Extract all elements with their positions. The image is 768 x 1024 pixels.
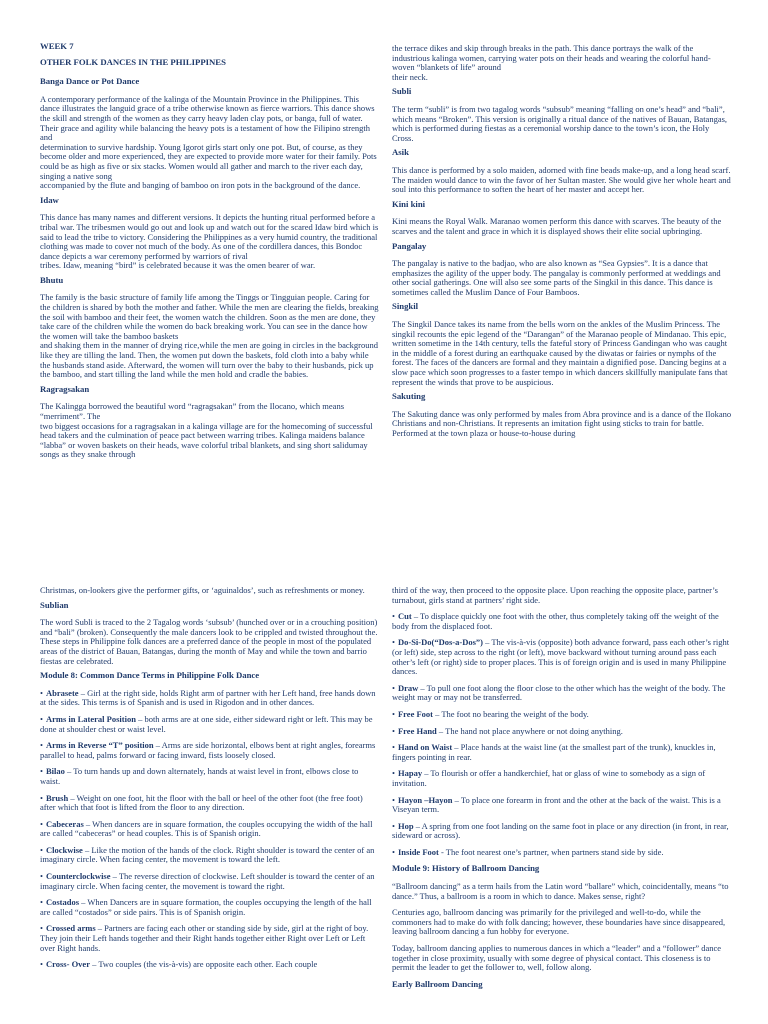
term-name: Cross- Over [45,959,90,970]
pangalay-paragraph: The pangalay is native to the badjao, who are also known as “Sea Gypsies”. It is a dance that emphasizes the agility of the upper body. The pangalay is commonly performed at weddings and other social gatherings. One will also see some parts of the Singkil in this dance. This dance is sometimes called the Muslim Dance of Four Bamboos. [392,258,721,297]
term-name: Counterclockwise [45,871,111,882]
term-name: Do-Si-Do(“Dos-a-Dos”) [397,637,483,648]
dance-term-item: • Hapay – To flourish or offer a handkerchief, hat or glass of wine to somebody as a sign of invitation. [392,768,706,788]
term-definition: – The vis-à-vis (opposite) both advance forward, pass each other’s right (or left) side, step across to the right (or left), move backward without turning around pass each other’s left (or right) side to proper places. This is of foreign origin and is used in many Philippine dances. [392,637,730,677]
term-definition: – Two couples (the vis-à-vis) are opposite each other. Each couple [89,959,318,970]
page-one-left-column [40,42,380,464]
term-name: Clockwise [45,844,83,855]
term-name: Free Hand [397,725,437,736]
singkil-paragraph: The Singkil Dance takes its name from the bells worn on the ankles of the Muslim Princess. The singkil recounts the epic legend of the “Darangan” of the Maranao people of Mindanao. This epic, written sometime in the 14th century, tells the fateful story of Princess Gandingan who was caught in the middle of a forest during an earthquake caused by the diwatas or fairies or nymphs of the forest. The faces of the dancers are formal and they maintain a dignified pose. Dancing begins at a slow pace which soon progresses to a faster tempo in which dancers skillfully manipulate fans that represent the winds that prove to be auspicious. [392,319,728,387]
term-definition: – Like the motion of the hands of the clock. Right shoulder is toward the center of an imaginary circle. When facing center, the movement is toward the left. [40,844,375,865]
dance-term-item: • Counterclockwise – The reverse direction of clockwise. Left shoulder is toward the center of an imaginary circle. When facing center, the movement is toward the right. [40,871,375,891]
term-definition: - The foot nearest one’s partner, when partners stand side by side. [438,846,664,857]
term-name: Abrasete [45,687,79,698]
continued-paragraph: the terrace dikes and skip through breaks in the path. This dance portrays the walk of the industrious kalinga women, carrying water pots on their heads and wearing the colorful hand-woven “blankets of life” around [392,43,711,73]
term-name: Arms in Reverse “T” position [45,740,154,751]
page-two-right-column [392,586,732,997]
continued-paragraph: third of the way, then proceed to the opposite place. Upon reaching the opposite place, partner’s turnabout, girls stand at partners’ right side. [392,585,718,605]
ballroom-paragraph: Today, ballroom dancing applies to numerous dances in which a “leader” and a “follower” dance together in close proximity, usually with some degree of physical contact. This closeness is to permit the leader to get the follower to, well, follow along. [392,943,722,973]
dance-terms-list [40,689,380,970]
dance-term-item: • Arms in Lateral Position – both arms are at one side, either sideward right or left. This may be done at shoulder chest or waist level. [40,713,373,734]
term-definition: – To flourish or offer a handkerchief, hat or glass of wine to somebody as a sign of invitation. [392,768,706,788]
page-one-right-column [392,44,732,443]
continued-paragraph: Christmas, on-lookers give the performer gifts, or ‘aguinaldos’, such as refreshments or money. [40,585,365,595]
term-name: Bilao [45,766,65,777]
dance-term-item: • Abrasete – Girl at the right side, holds Right arm of partner with her Left hand, free hands down at the sides. This terms is of Spanish and is used in Rigodon and in other dances. [40,687,376,708]
term-name: Costados [45,897,80,908]
term-name: Arms in Lateral Position [45,713,136,724]
sublian-heading: Sublian [40,599,69,610]
dance-term-item: • Free Hand – The hand not place anywhere or not doing anything. [392,725,623,736]
dance-term-item: • Free Foot – The foot no bearing the weight of the body. [392,708,589,719]
dance-term-item: • Do-Si-Do(“Dos-a-Dos”) – The vis-à-vis (opposite) both advance forward, pass each other’s right (or left) side, step across to the right (or left), move backward without turning around pass each other’s left (or right) side to proper places. This is of foreign origin and is used in many Philippine dances. [392,637,730,677]
term-name: Hop [397,820,414,831]
term-name: Draw [397,682,419,693]
dance-term-item: • Costados – When Dancers are in square formation, the couples occupying the length of the hall are called “costados” or side pairs. This is of Spanish origin. [40,897,372,917]
term-name: Crossed arms [45,923,96,934]
term-definition: – When Dancers are in square formation, the couples occupying the length of the hall are called “costados” or side pairs. This is of Spanish origin. [40,897,372,917]
ragragsakan-paragraph: two biggest occasions for a ragragsakan in a kalinga village are for the homecoming of successful head takers and the culmination of peace pact between warring tribes. Kalinga maidens balance “labba” or woven baskets on their heads, wave colorful tribal blankets, and sing short salidumay songs as they snake through [40,420,373,460]
dance-term-item: • Hayon –Hayon – To place one forearm in front and the other at the back of the waist. This is a Viseyan term. [392,794,721,815]
term-name: Cabeceras [45,818,84,829]
asik-paragraph: This dance is performed by a solo maiden, adorned with fine beads make-up, and a long head scarf. The maiden would dance to win the favor of her Sultan master. She would give her whole heart and soul into this performance to soften the heart of her master and accept her. [392,164,731,195]
banga-heading: Banga Dance or Pot Dance [40,76,140,87]
section-title: OTHER FOLK DANCES IN THE PHILIPPINES [40,56,226,67]
dance-terms-list [392,612,732,857]
ballroom-paragraph: “Ballroom dancing” as a term hails from the Latin word “ballare” which, coincidentally, means “to dance.” Thus, a ballroom is a room in which to dance. Makes sense, right? [392,881,729,901]
pangalay-heading: Pangalay [392,240,427,251]
term-definition: – The hand not place anywhere or not doing anything. [436,725,623,736]
idaw-heading: Idaw [40,194,59,205]
sakuting-paragraph: The Sakuting dance was only performed by males from Abra province and is a dance of the Ilokano Christians and non-Christians. It represents an imitation fight using sticks to train for battle. Performed at the town plaza or house-to-house during [392,408,732,438]
page-two-left-column [40,586,380,977]
term-definition: – To pull one foot along the floor close to the other which has the weight of the body. The weight may or may not be transferred. [392,682,726,703]
dance-term-item: • Hand on Waist – Place hands at the waist line (at the smallest part of the trunk), knuckles in, fingers pointing in rear. [392,742,716,762]
term-definition: – both arms are at one side, either sideward right or left. This may be done at shoulder chest or waist level. [40,713,373,734]
ragragsakan-heading: Ragragsakan [40,383,90,394]
term-name: Cut [397,611,412,622]
idaw-paragraph: tribes. Idaw, meaning “bird” is celebrated because it was the omen bearer of war. [40,260,316,271]
term-definition: – The reverse direction of clockwise. Left shoulder is toward the center of an imaginary circle. When facing center, the movement is toward the right. [40,871,375,891]
subli-paragraph: The term “subli” is from two tagalog words “subsub” meaning “falling on one’s head” and “bali”, which means “Broken”. This version is originally a ritual dance of the natives of Bauan, Batangas, which is performed during fiestas as a ceremonial worship dance to the town’s icon, the Holy Cross. [392,103,728,143]
kinikini-heading: Kini kini [392,198,426,209]
ragragsakan-paragraph: The Kalingga borrowed the beautiful word “ragragsakan” from the Ilocano, which means “merriment”. The [40,401,344,421]
module-8-heading: Module 8: Common Dance Terms in Philippine Folk Dance [40,670,260,681]
term-name: Inside Foot [397,846,439,857]
term-definition: – Partners are facing each other or standing side by side, girl at the right of boy. They join their Left hands together and their Right hands together either Right over Left or Left over Right hands. [40,923,369,953]
banga-paragraph: A contemporary performance of the kalinga of the Mountain Province in the Philippines. This dance illustrates the languid grace of a tribe otherwise known as fierce warriors. This dance shows the skill and strength of the women as they carry heavy laden clay pots, or banga, full of water. Their grace and agility while balancing the heavy pots is a testament of how the Filipino strength and [40,93,375,143]
dance-term-item: • Inside Foot - The foot nearest one’s partner, when partners stand side by side. [392,846,664,857]
term-name: Hapay [397,768,423,779]
term-name: Free Foot [397,708,433,719]
dance-term-item: • Bilao – To turn hands up and down alternately, hands at waist level in front, elbows close to waist. [40,766,359,786]
term-definition: – To place one forearm in front and the other at the back of the waist. This is a Viseyan term. [392,794,721,815]
early-ballroom-heading: Early Ballroom Dancing [392,978,483,989]
dance-term-item: • Clockwise – Like the motion of the hands of the clock. Right shoulder is toward the center of an imaginary circle. When facing center, the movement is toward the left. [40,844,375,865]
dance-term-item: • Crossed arms – Partners are facing each other or standing side by side, girl at the right of boy. They join their Left hands together and their Right hands together either Right over Left or Left over Right hands. [40,923,369,953]
kinikini-paragraph: Kini means the Royal Walk. Maranao women perform this dance with scarves. The beauty of the scarves and the talent and grace in which it is displayed shows their elite social upbringing. [392,216,722,236]
module-9-heading: Module 9: History of Ballroom Dancing [392,863,540,874]
idaw-paragraph: This dance has many names and different versions. It depicts the hunting ritual performed before a tribal war. The tribesmen would go out and look up and watch out for the scared Idaw bird which is said to lead the tribe to victory. Considering the Philippines as a very humid country, the traditional clothing was made to cover not much of the body. As one of the cordillera dances, this Bondoc dance depicts a war ceremony performed by warriors of rival [40,212,379,261]
banga-paragraph: accompanied by the flute and banging of bamboo on iron pots in the background of the dance. [40,180,361,191]
term-definition: – Place hands at the waist line (at the smallest part of the trunk), knuckles in, fingers pointing in rear. [392,742,716,762]
continued-paragraph: their neck. [392,71,428,82]
term-definition: – A spring from one foot landing on the same foot in place or any direction (in front, in rear, sideward or across). [392,820,729,841]
term-name: Brush [45,792,69,803]
term-definition: – Weight on one foot, hit the floor with the ball or heel of the other foot (the free foot) after which that foot is lifted from the floor to any direction. [40,792,363,813]
week-label: WEEK 7 [40,41,74,51]
dance-term-item: • Arms in Reverse “T” position – Arms are side horizontal, elbows bent at right angles, forearms parallel to head, palms forward or facing inward, fists loosely closed. [40,740,376,760]
dance-term-item: • Draw – To pull one foot along the floor close to the other which has the weight of the body. The weight may or may not be transferred. [392,682,726,703]
ballroom-paragraph: Centuries ago, ballroom dancing was primarily for the privileged and well-to-do, while the commoners had to make do with folk dancing; however, these boundaries have since disappeared, leaving ballroom dancing a fun hobby for everyone. [392,907,726,937]
banga-paragraph: determination to survive hardship. Young Igorot girls start only one pot. But, of course, as they become older and more experienced, they are expected to provide more water for their family. Pots could be as high as five or six stacks. Women would all gather and march to the river each day, singing a native song [40,141,377,181]
sublian-paragraph: The word Subli is traced to the 2 Tagalog words ‘subsub’ (hunched over or in a crouching position) and “bali” (broken). Consequently the male dancers look to be crippled and twisted throughout the. These steps in Philippine folk dances are a preferred dance of the people in most of the populated areas of the district of Bauan, Batangas, during the month of May and while the town and barrio fiestas are celebrated. [40,617,378,666]
term-definition: – Girl at the right side, holds Right arm of partner with her Left hand, free hands down at the sides. This terms is of Spanish and is used in Rigodon and in other dances. [40,687,376,708]
dance-term-item: • Cross- Over – Two couples (the vis-à-vis) are opposite each other. Each couple [40,959,318,970]
bhutu-paragraph: and shaking them in the manner of drying rice,while the men are going in circles in the background like they are tilling the land. Then, the women put down the baskets, fold cloth into a baby while the husbands stand aside. Afterward, the women will turn over the baby to their husbands, pick up the bamboo, and start tilling the land while the men hold and cradle the babies. [40,340,379,380]
asik-heading: Asik [392,147,409,158]
dance-term-item: • Hop – A spring from one foot landing on the same foot in place or any direction (in front, in rear, sideward or across). [392,820,729,841]
term-definition: – To turn hands up and down alternately, hands at waist level in front, elbows close to waist. [40,766,359,786]
term-name: Hand on Waist [397,742,453,753]
term-definition: – To displace quickly one foot with the other, thus completely taking off the weight of the body from the displaced foot. [392,611,719,631]
bhutu-heading: Bhutu [40,274,64,285]
dance-term-item: • Cabeceras – When dancers are in square formation, the couples occupying the width of the hall are called “cabeceras” or head couples. This is of Spanish origin. [40,818,373,839]
dance-term-item: • Cut – To displace quickly one foot with the other, thus completely taking off the weight of the body from the displaced foot. [392,611,719,631]
subli-heading: Subli [392,86,412,97]
sakuting-heading: Sakuting [392,391,426,402]
dance-term-item: • Brush – Weight on one foot, hit the floor with the ball or heel of the other foot (the free foot) after which that foot is lifted from the floor to any direction. [40,792,363,813]
term-definition: – The foot no bearing the weight of the body. [433,708,589,719]
singkil-heading: Singkil [392,301,419,312]
term-name: Hayon –Hayon [397,794,453,805]
bhutu-paragraph: The family is the basic structure of family life among the Tinggs or Tingguian people. Caring for the children is shared by both the mother and father. While the men are clearing the fields, breaking the soil with bamboo and their feet, the women watch the children. Soon as the men are done, they take care of the children while the women do back breaking work. You can see in the dance how the women will take the bamboo baskets [40,292,379,341]
term-definition: – When dancers are in square formation, the couples occupying the width of the hall are called “cabeceras” or head couples. This is of Spanish origin. [40,818,373,839]
page-two [0,578,768,1024]
term-definition: – Arms are side horizontal, elbows bent at right angles, forearms parallel to head, palms forward or facing inward, fists loosely closed. [40,740,376,760]
